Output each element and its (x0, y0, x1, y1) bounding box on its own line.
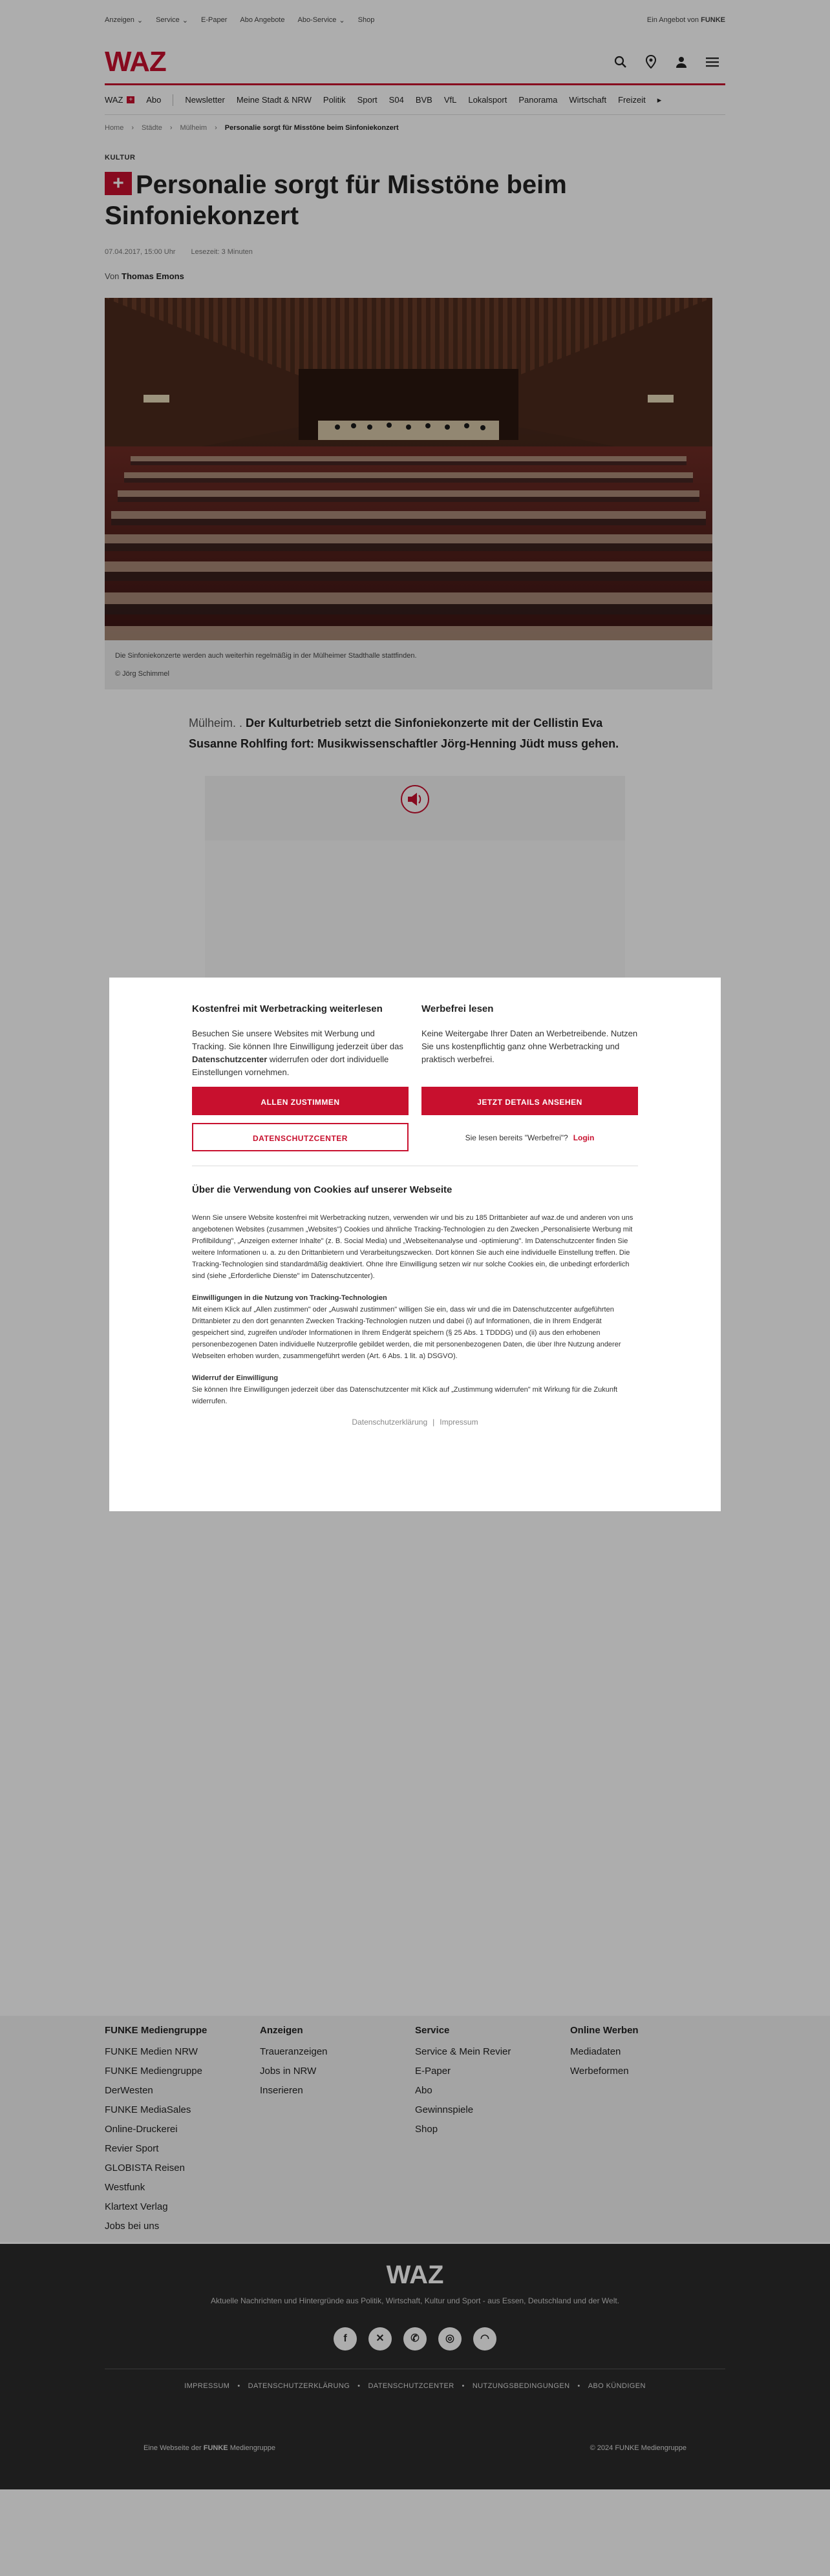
tracking-text-b: widerrufen oder dort individuelle Einstellungen vornehmen. (192, 1054, 389, 1077)
footer-link[interactable]: Inserieren (260, 2085, 303, 2096)
nav-item[interactable]: S04 (388, 95, 404, 105)
facebook-icon[interactable]: f (334, 2327, 357, 2351)
breadcrumb-item[interactable]: Städte (142, 124, 162, 132)
imprint-link[interactable]: Impressum (440, 1418, 478, 1427)
util-link-label: Abo-Service (297, 16, 337, 24)
breadcrumb-item[interactable]: Mülheim (180, 124, 208, 132)
owner-suffix: Mediengruppe (229, 2444, 276, 2452)
cookie-paragraph-3 (192, 1372, 638, 1407)
legal-link[interactable]: ABO KÜNDIGEN (588, 2382, 646, 2390)
nav-item[interactable]: Wirtschaft (569, 95, 607, 105)
footer-column-title: Service (415, 2025, 450, 2036)
nav-item[interactable]: Politik (323, 95, 346, 105)
option-adfree-text: Keine Weitergabe Ihrer Daten an Werbetreibende. Nutzen Sie uns kostenpflichtig ganz ohne Werbetracking und praktisch werbefrei. (421, 1029, 638, 1064)
cookie-paragraph-2 (192, 1292, 638, 1362)
instagram-icon[interactable]: ◎ (438, 2327, 462, 2351)
article-date: 07.04.2017, 15:00 Uhr (105, 248, 176, 256)
nav-item[interactable]: WAZ (105, 95, 123, 105)
footer-link[interactable]: Klartext Verlag (105, 2201, 168, 2212)
legal-link[interactable]: NUTZUNGSBEDINGUNGEN (472, 2382, 570, 2390)
footer-link[interactable]: Revier Sport (105, 2143, 159, 2154)
caption-text: Die Sinfoniekonzerte werden auch weiterhin regelmäßig in der Mülheimer Stadthalle stattfinden. (115, 652, 417, 660)
login-prompt: Sie lesen bereits "Werbefrei"? (465, 1133, 568, 1142)
article-kicker: KULTUR (105, 154, 136, 162)
footer-link[interactable]: Jobs in NRW (260, 2066, 317, 2077)
footer-column-title: Anzeigen (260, 2025, 303, 2036)
lead-text: Der Kulturbetrieb setzt die Sinfoniekonzerte mit der Cellistin Eva Susanne Rohlfing fort: Musikwissenschaftler Jörg-Henning Jüdt muss gehen. (189, 717, 619, 750)
footer-logo[interactable]: WAZ (386, 2261, 444, 2289)
nav-next-icon[interactable]: ▸ (657, 94, 662, 105)
article-title: Personalie sorgt für Misstöne beim Sinfoniekonzert (105, 171, 567, 230)
util-link-label: Anzeigen (105, 16, 134, 24)
footer-link[interactable]: Shop (415, 2124, 438, 2135)
cookie-paragraph-1: Wenn Sie unsere Website kostenfrei mit Werbetracking nutzen, verwenden wir und bis zu 185 Drittanbieter auf waz.de und anderen von uns angebotenen Websites (zusammen „Websites") Cookies und ähnliche Tracking-Technologien zu den Zwecken „Personalisierte Werbung mit Profilbildung", „Anzeigen externer Inhalte" (z. B. Social Media) und „Webseitenanalyse und -optimierung". Im Datenschutzcenter finden Sie weitere Informationen u. a. zu den Drittanbietern und Verarbeitungszwecken. Dort können Sie auch eine individuelle Einstellung treffen. Die Tracking-Technologien sind standardmäßig deaktiviert. Ohne Ihre Einwilligung setzen wir nur solche Cookies ein, die unbedingt erforderlich sind (siehe „Erforderliche Dienste" im Datenschutzcenter). (192, 1214, 633, 1280)
privacy-center-button[interactable]: DATENSCHUTZCENTER (192, 1123, 409, 1151)
consent-text: Mit einem Klick auf „Allen zustimmen" oder „Auswahl zustimmen" willigen Sie ein, dass wir und die im Datenschutzcenter aufgeführten Drittanbieter zu den dort genannten Zwecken Tracking-Technologien nutzen und dabei (i) auf Informationen, die in Ihrem Endgerät gespeichert sind, zugreifen und/oder Informationen in Ihrem Endgerät speichern (§ 25 Abs. 1 TDDDG) und (ii) aus den erhobenen personenbezogenen Daten individuelle Nutzerprofile gebildet werden, die mit personenbezogenen Daten, die über Ihre Nutzung anderer Webseiten erhoben wurden, zusammengeführt werden (Art. 6 Abs. 1 lit. a) DSGVO). (192, 1306, 621, 1360)
login-line (421, 1133, 638, 1142)
legal-link[interactable]: DATENSCHUTZERKLÄRUNG (248, 2382, 350, 2390)
consent-options (192, 1003, 638, 1151)
nav-item[interactable]: Sport (357, 95, 378, 105)
option-adfree (421, 1003, 638, 1151)
util-link-label: Service (156, 16, 180, 24)
owner-brand: FUNKE (203, 2444, 228, 2452)
footer-link[interactable]: Abo (415, 2085, 432, 2096)
login-link[interactable]: Login (573, 1133, 595, 1142)
legal-link[interactable]: IMPRESSUM (184, 2382, 230, 2390)
footer-link[interactable]: FUNKE MediaSales (105, 2104, 191, 2115)
option-tracking-title: Kostenfrei mit Werbetracking weiterlesen (192, 1003, 383, 1014)
modal-footer-links (192, 1418, 638, 1427)
tracking-text-a: Besuchen Sie unsere Websites mit Werbung und Tracking. Sie können Ihre Einwilligung jederzeit über das (192, 1029, 403, 1051)
nav-item[interactable]: Newsletter (185, 95, 225, 105)
legal-separator: • (577, 2382, 580, 2390)
footer-link[interactable]: Service & Mein Revier (415, 2046, 511, 2057)
funke-prefix: Ein Angebot von (646, 16, 699, 24)
chevron-down-icon: ⌄ (182, 16, 188, 25)
footer-link[interactable]: E-Paper (415, 2066, 451, 2077)
legal-separator: • (237, 2382, 240, 2390)
photo-credit: © Jörg Schimmel (115, 670, 169, 678)
plus-nav-badge: + (127, 96, 134, 103)
privacy-center-inline-link[interactable]: Datenschutzcenter (192, 1054, 268, 1064)
withdraw-text: Sie können Ihre Einwilligungen jederzeit über das Datenschutzcenter mit Klick auf „Zustimmung widerrufen" mit Wirkung für die Zukunft widerrufen. (192, 1386, 618, 1405)
chevron-right-icon: › (131, 124, 134, 132)
footer-link[interactable]: Mediadaten (570, 2046, 621, 2057)
footer-column-title: Online Werben (570, 2025, 639, 2036)
waz-logo[interactable]: WAZ (105, 45, 166, 78)
nav-item[interactable]: Meine Stadt & NRW (236, 95, 312, 105)
lead-place: Mülheim. . (189, 717, 243, 729)
nav-item[interactable]: Lokalsport (468, 95, 507, 105)
footer-link[interactable]: Westfunk (105, 2182, 145, 2193)
nav-item[interactable]: BVB (415, 95, 432, 105)
chevron-down-icon: ⌄ (136, 16, 144, 25)
util-link-label: Shop (357, 16, 375, 24)
footer-link[interactable]: FUNKE Mediengruppe (105, 2066, 202, 2077)
breadcrumb-item[interactable]: Home (105, 124, 124, 132)
privacy-policy-link[interactable]: Datenschutzerklärung (352, 1418, 428, 1427)
withdraw-subtitle: Widerruf der Einwilligung (192, 1374, 279, 1382)
byline-prefix: Von (105, 271, 120, 281)
author-link[interactable]: Thomas Emons (122, 271, 184, 281)
option-tracking (192, 1003, 409, 1151)
plus-badge: + (105, 172, 132, 195)
chevron-right-icon: › (215, 124, 217, 132)
nav-item[interactable]: VfL (443, 95, 457, 105)
breadcrumb-item: Personalie sorgt für Misstöne beim Sinfoniekonzert (224, 124, 399, 132)
option-adfree-title: Werbefrei lesen (421, 1003, 494, 1014)
consent-subtitle: Einwilligungen in die Nutzung von Tracking-Technologien (192, 1294, 387, 1302)
nav-item[interactable]: Freizeit (618, 95, 646, 105)
nav-item[interactable]: Panorama (518, 95, 558, 105)
legal-link[interactable]: DATENSCHUTZCENTER (368, 2382, 454, 2390)
footer-link[interactable]: GLOBISTA Reisen (105, 2162, 185, 2173)
footer-column-title: FUNKE Mediengruppe (105, 2025, 208, 2036)
footer-link[interactable]: Jobs bei uns (105, 2221, 160, 2232)
util-link-label: Abo Angebote (240, 16, 285, 24)
owner-prefix: Eine Webseite der (144, 2444, 202, 2452)
copyright: © 2024 FUNKE Mediengruppe (590, 2444, 686, 2452)
cookie-section-title: Über die Verwendung von Cookies auf unserer Webseite (192, 1184, 452, 1195)
chevron-down-icon: ⌄ (339, 16, 345, 25)
chevron-right-icon: › (169, 124, 173, 132)
x-icon[interactable]: ✕ (368, 2327, 392, 2351)
details-button[interactable]: JETZT DETAILS ANSEHEN (421, 1087, 638, 1115)
footer-link[interactable]: Gewinnspiele (415, 2104, 474, 2115)
footer-link[interactable]: FUNKE Medien NRW (105, 2046, 198, 2057)
footer-link[interactable]: Online-Druckerei (105, 2124, 178, 2135)
whatsapp-icon[interactable]: ✆ (403, 2327, 427, 2351)
funke-brand: FUNKE (701, 16, 725, 24)
legal-separator: • (357, 2382, 361, 2390)
rss-icon[interactable]: ◠ (473, 2327, 496, 2351)
footer-link[interactable]: Traueranzeigen (260, 2046, 328, 2057)
nav-item[interactable]: Abo (146, 95, 162, 105)
consent-modal (109, 978, 721, 1511)
link-separator: | (432, 1418, 435, 1427)
footer-link[interactable]: DerWesten (105, 2085, 153, 2096)
accept-all-button[interactable]: ALLEN ZUSTIMMEN (192, 1087, 409, 1115)
reading-time: Lesezeit: 3 Minuten (191, 248, 253, 256)
footer-tagline: Aktuelle Nachrichten und Hintergründe aus Politik, Wirtschaft, Kultur und Sport - aus Essen, Deutschland und der Welt. (210, 2296, 620, 2305)
footer-link[interactable]: Werbeformen (570, 2066, 629, 2077)
legal-separator: • (462, 2382, 465, 2390)
util-link-label: E-Paper (201, 16, 228, 24)
option-tracking-text (192, 1027, 409, 1087)
